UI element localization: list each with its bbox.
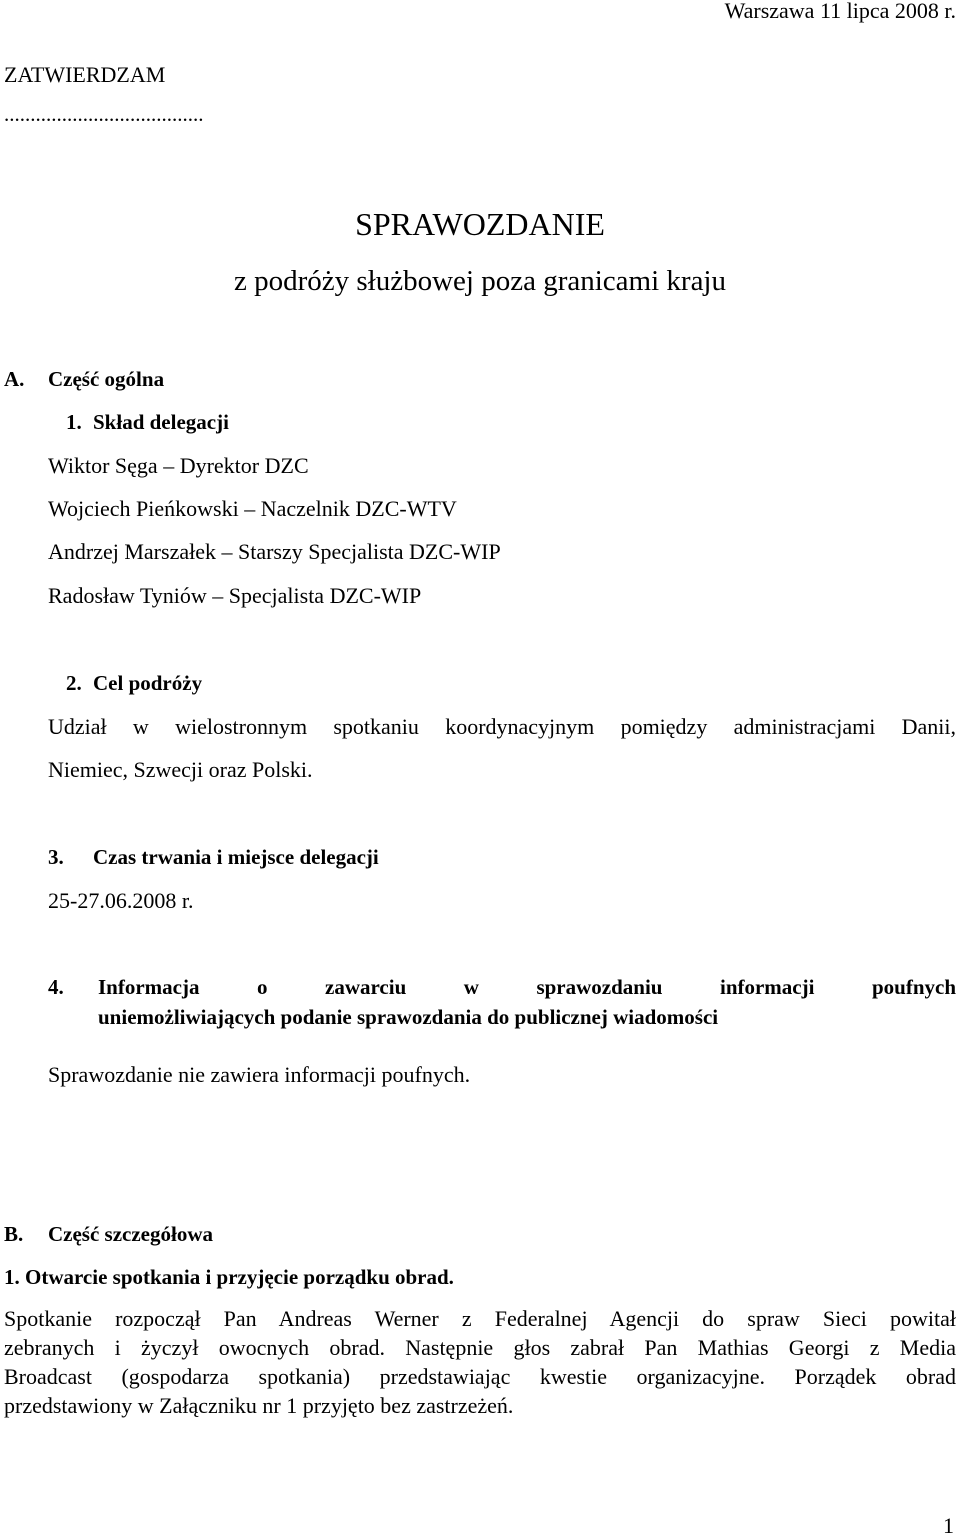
section-4-heading-line: Informacja o zawarciu w sprawozdaniu informacji poufnych xyxy=(98,975,956,999)
section-1-heading: Skład delegacji xyxy=(93,410,229,434)
page-number: 1 xyxy=(943,1513,954,1538)
delegation-member: Radosław Tyniów – Specjalista DZC-WIP xyxy=(48,583,422,608)
delegation-member: Wojciech Pieńkowski – Naczelnik DZC-WTV xyxy=(48,496,457,521)
document-title: SPRAWOZDANIE xyxy=(355,206,605,242)
section-1-number: 1. xyxy=(66,410,82,434)
part-b-letter: B. xyxy=(4,1222,24,1246)
section-2-number: 2. xyxy=(66,671,82,695)
part-b-section-1-heading: 1. Otwarcie spotkania i przyjęcie porządku obrad. xyxy=(4,1265,454,1289)
approval-label: ZATWIERDZAM xyxy=(4,62,166,87)
section-3-number: 3. xyxy=(48,845,64,869)
meeting-text-line: Spotkanie rozpoczął Pan Andreas Werner z Federalnej Agencji do spraw Sieci powitał xyxy=(4,1306,956,1331)
part-b-heading: Część szczegółowa xyxy=(48,1222,214,1246)
section-4-heading xyxy=(98,977,956,1028)
part-a-letter: A. xyxy=(4,367,25,391)
section-3-heading: Czas trwania i miejsce delegacji xyxy=(93,845,379,869)
delegation-member: Wiktor Sęga – Dyrektor DZC xyxy=(48,453,309,478)
purpose-text-line: Udział w wielostronnym spotkaniu koordynacyjnym pomiędzy administracjami Danii, xyxy=(48,714,956,739)
section-2-heading: Cel podróży xyxy=(93,671,203,695)
section-4-number: 4. xyxy=(48,975,64,999)
place-date: Warszawa 11 lipca 2008 r. xyxy=(724,0,956,23)
approval-signature-line: ...................................... xyxy=(4,102,204,126)
purpose-text-line: Niemiec, Szwecji oraz Polski. xyxy=(48,757,313,782)
delegation-dates: 25-27.06.2008 r. xyxy=(48,888,194,913)
document-subtitle: z podróży służbowej poza granicami kraju xyxy=(233,265,726,297)
delegation-member: Andrzej Marszałek – Starszy Specjalista DZC-WIP xyxy=(48,539,501,564)
confidentiality-statement: Sprawozdanie nie zawiera informacji poufnych. xyxy=(48,1062,471,1087)
meeting-text-line: Broadcast (gospodarza spotkania) przedstawiając kwestie organizacyjne. Porządek obrad xyxy=(4,1364,956,1389)
meeting-text-line: przedstawiony w Załączniku nr 1 przyjęto bez zastrzeżeń. xyxy=(4,1393,514,1418)
meeting-text-line: zebranych i życzył owocnych obrad. Następnie głos zabrał Pan Mathias Georgi z Media xyxy=(4,1335,956,1360)
section-4-heading-line: uniemożliwiających podanie sprawozdania do publicznej wiadomości xyxy=(98,1005,719,1029)
part-a-heading: Część ogólna xyxy=(48,367,165,391)
